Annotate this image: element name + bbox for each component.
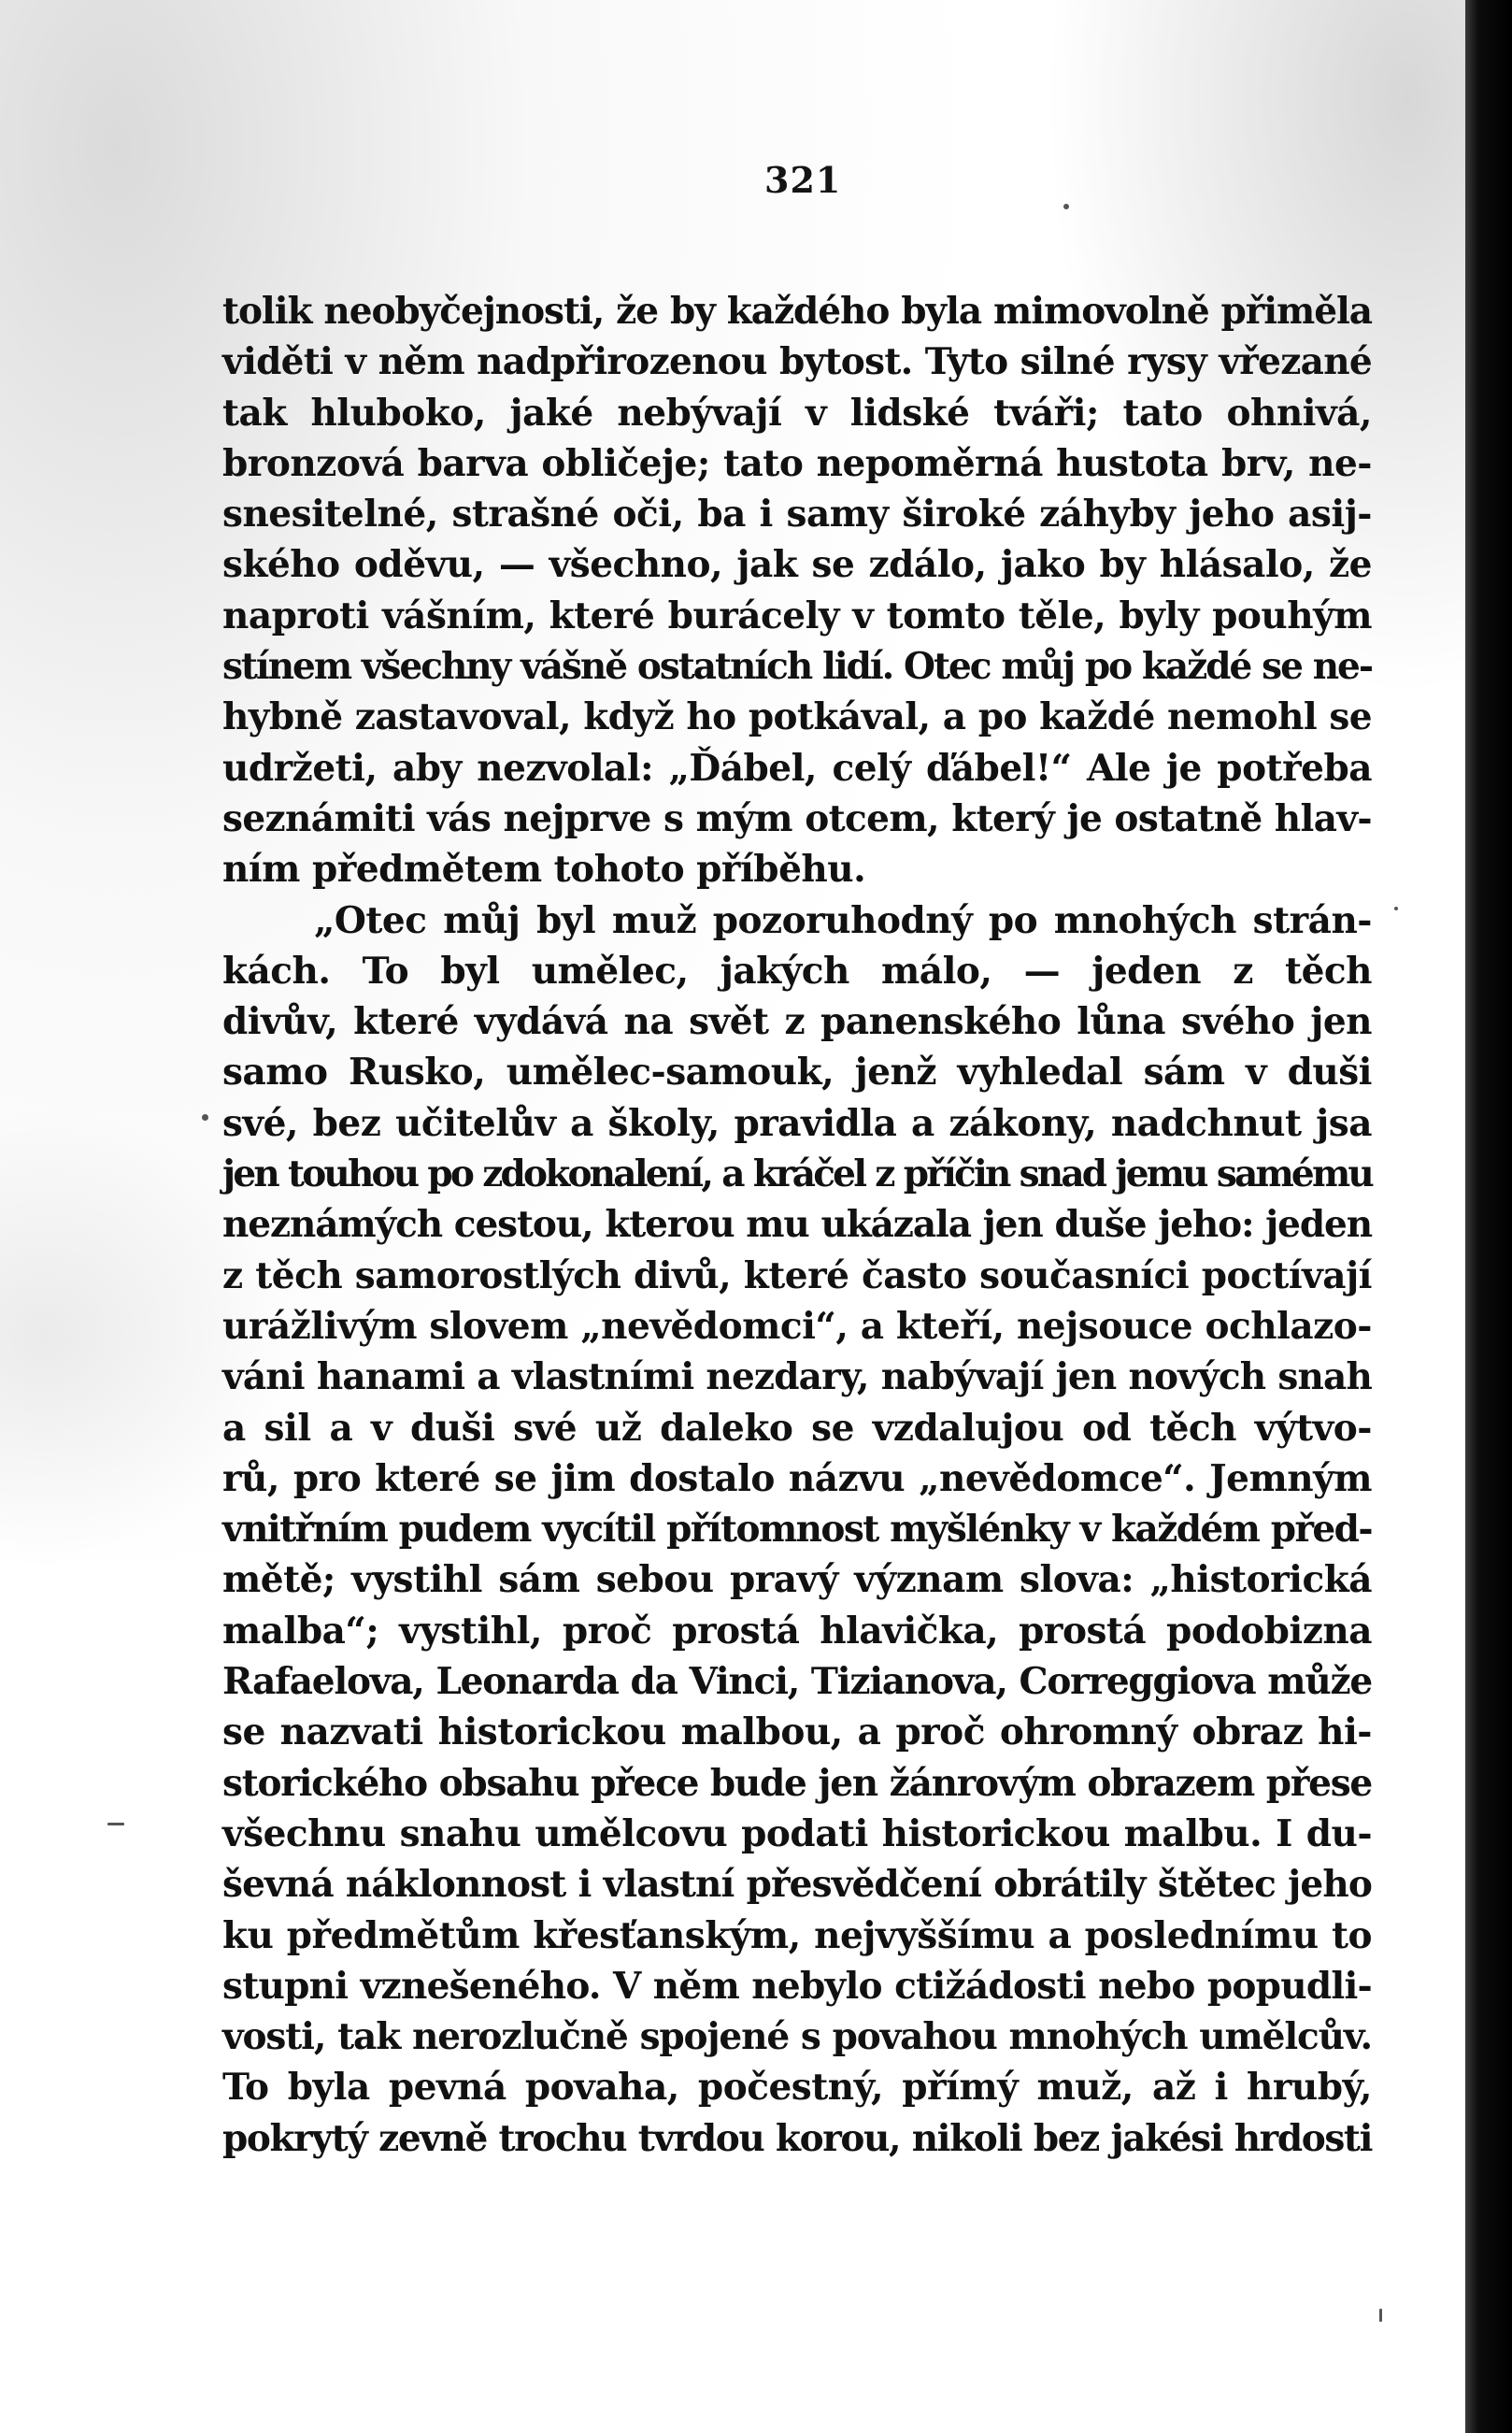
text-line: stínem všechny vášně ostatních lidí. Otec můj po každé se ne- xyxy=(222,645,1372,689)
body-text xyxy=(222,286,1372,2164)
text-line: bronzová barva obličeje; tato nepoměrná hustota brv, ne- xyxy=(222,441,1372,485)
text-line: snesitelné, strašné oči, ba i samy široké záhyby jeho asij- xyxy=(222,493,1372,537)
scan-speck xyxy=(202,1114,208,1121)
page-number: 321 xyxy=(764,159,842,201)
text-line: udržeti, aby nezvolal: „Ďábel, celý ďábel!“ Ale je potřeba xyxy=(222,746,1372,790)
text-line: a sil a v duši své už daleko se vzdalujou od těch výtvo- xyxy=(222,1406,1372,1450)
text-line: mětě; vystihl sám sebou pravý význam slova: „historická xyxy=(222,1558,1372,1602)
scan-dark-edge xyxy=(1465,0,1512,2433)
text-line: viděti v něm nadpřirozenou bytost. Tyto silné rysy vřezané xyxy=(222,340,1372,384)
scan-speck xyxy=(107,1823,124,1825)
text-line: vnitřním pudem vycítil přítomnost myšlénky v každém před- xyxy=(222,1508,1372,1552)
text-line: seznámiti vás nejprve s mým otcem, který je ostatně hlav- xyxy=(222,796,1372,840)
text-line: urážlivým slovem „nevědomci“, a kteří, nejsouce ochlazo- xyxy=(222,1304,1372,1348)
text-line: vosti, tak nerozlučně spojené s povahou mnohých umělcův. xyxy=(222,2015,1372,2059)
text-line: stupni vznešeného. V něm nebylo ctižádosti nebo popudli- xyxy=(222,1964,1372,2008)
scan-speck xyxy=(1063,204,1069,209)
text-line: samo Rusko, umělec-samouk, jenž vyhledal sám v duši xyxy=(222,1051,1372,1095)
scan-speck xyxy=(1379,2309,1382,2322)
text-line: ševná náklonnost i vlastní přesvědčení obrátily štětec jeho xyxy=(222,1863,1372,1907)
text-line: ského oděvu, — všechno, jak se zdálo, jako by hlásalo, že xyxy=(222,543,1372,587)
text-line: pokrytý zevně trochu tvrdou korou, nikoli bez jakési hrdosti xyxy=(222,2116,1372,2160)
text-line: se nazvati historickou malbou, a proč ohromný obraz hi- xyxy=(222,1710,1372,1754)
text-line: ním předmětem tohoto příběhu. xyxy=(222,848,866,892)
text-line: storického obsahu přece bude jen žánrovým obrazem přese xyxy=(222,1761,1372,1805)
text-line: tolik neobyčejnosti, že by každého byla mimovolně přiměla xyxy=(222,290,1372,333)
text-line: váni hanami a vlastními nezdary, nabývají jen nových snah xyxy=(222,1355,1372,1399)
text-line: své, bez učitelův a školy, pravidla a zákony, nadchnut jsa xyxy=(222,1101,1372,1145)
text-line: hybně zastavoval, když ho potkával, a po každé nemohl se xyxy=(222,695,1372,739)
text-line: „Otec můj byl muž pozoruhodný po mnohých strán- xyxy=(314,898,1372,942)
text-line: jen touhou po zdokonalení, a kráčel z příčin snad jemu samému xyxy=(222,1152,1372,1196)
text-line: To byla pevná povaha, počestný, přímý muž, až i hrubý, xyxy=(222,2066,1372,2110)
text-line: kách. To byl umělec, jakých málo, — jeden z těch xyxy=(222,949,1372,993)
text-line: všechnu snahu umělcovu podati historickou malbu. I du- xyxy=(222,1811,1372,1855)
text-line: ku předmětům křesťanským, nejvyššímu a poslednímu to xyxy=(222,1913,1372,1957)
scan-speck xyxy=(1394,907,1398,910)
text-line: rů, pro které se jim dostalo názvu „nevědomce“. Jemným xyxy=(222,1456,1372,1500)
text-line: neznámých cestou, kterou mu ukázala jen duše jeho: jeden xyxy=(222,1203,1372,1247)
text-line: z těch samorostlých divů, které často současníci poctívají xyxy=(222,1253,1372,1297)
text-line: malba“; vystihl, proč prostá hlavička, prostá podobizna xyxy=(222,1609,1372,1653)
text-line: Rafaelova, Leonarda da Vinci, Tizianova, Correggiova může xyxy=(222,1660,1372,1704)
text-line: naproti vášním, které burácely v tomto těle, byly pouhým xyxy=(222,594,1372,637)
text-line: tak hluboko, jaké nebývají v lidské tváři; tato ohnivá, xyxy=(222,391,1372,435)
text-line: divův, které vydává na svět z panenského lůna svého jen xyxy=(222,1000,1372,1044)
